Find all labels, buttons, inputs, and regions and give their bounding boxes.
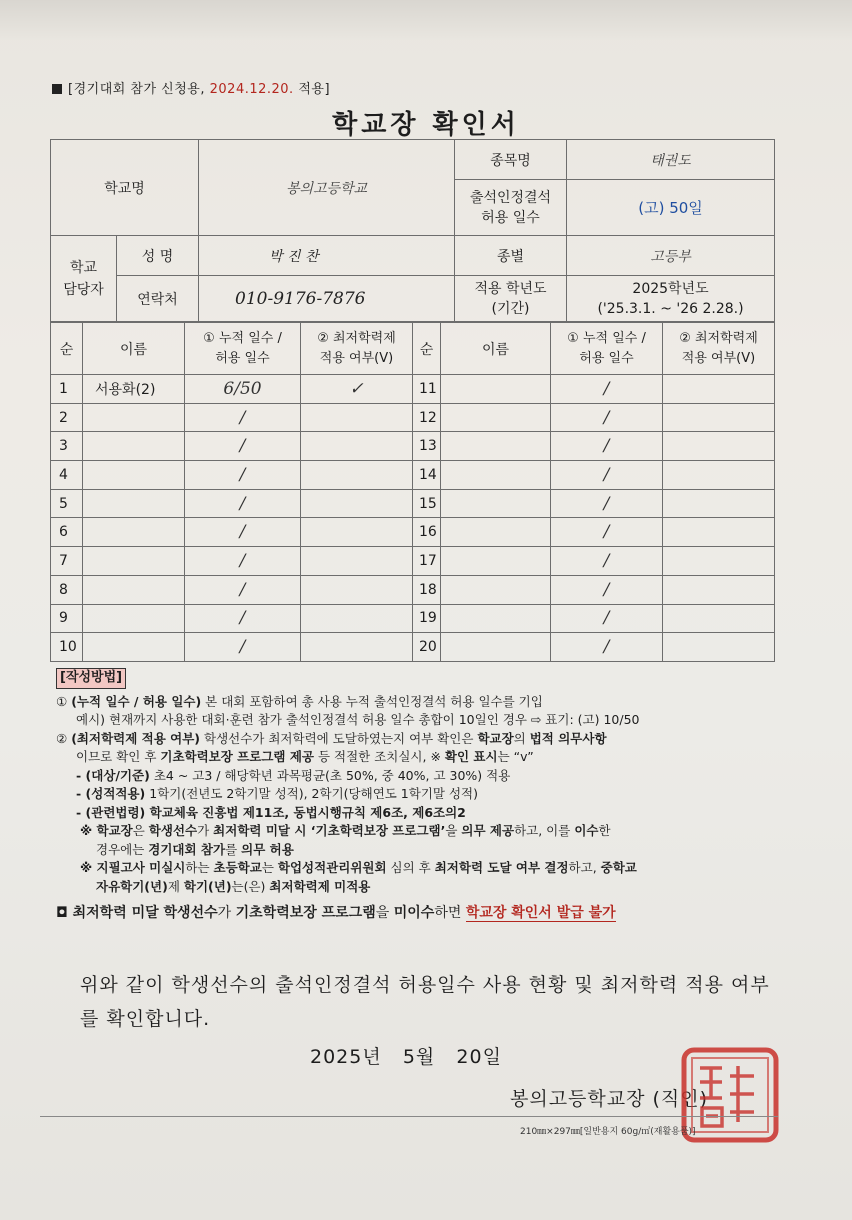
table-row bbox=[51, 403, 775, 432]
row-days: / bbox=[185, 403, 301, 432]
row-min: ✓ bbox=[301, 375, 413, 404]
year-label: 적용 학년도 (기간) bbox=[455, 276, 567, 322]
row-no-right: 14 bbox=[413, 461, 441, 490]
row-min bbox=[301, 518, 413, 547]
row-days-right: / bbox=[551, 403, 663, 432]
row-name: 서용화(2) bbox=[83, 375, 185, 404]
row-min bbox=[301, 547, 413, 576]
warning-red: 학교장 확인서 발급 불가 bbox=[465, 905, 616, 921]
table-row bbox=[51, 489, 775, 518]
row-no-right: 12 bbox=[413, 403, 441, 432]
name-value: 박 진 찬 bbox=[199, 236, 455, 276]
row-min-right bbox=[663, 489, 775, 518]
row-days: / bbox=[185, 633, 301, 662]
row-name-right bbox=[441, 375, 551, 404]
row-days: / bbox=[185, 547, 301, 576]
row-days: / bbox=[185, 575, 301, 604]
warning-line: ◘ 최저학력 미달 학생선수가 기초학력보장 프로그램을 미이수하면 학교장 확인서 발급 불가 bbox=[56, 905, 616, 921]
row-name bbox=[83, 403, 185, 432]
header-days-right: ① 누적 일수 / 허용 일수 bbox=[551, 323, 663, 375]
row-days-right: / bbox=[551, 633, 663, 662]
signer: 봉의고등학교장 (직인) bbox=[510, 1088, 709, 1110]
school-label: 학교명 bbox=[51, 140, 199, 236]
allow-days-value: (고) 50일 bbox=[567, 180, 775, 236]
row-name bbox=[83, 604, 185, 633]
school-value: 봉의고등학교 bbox=[199, 140, 455, 236]
header-note bbox=[52, 78, 330, 97]
info-table bbox=[50, 139, 775, 322]
row-no-right: 18 bbox=[413, 575, 441, 604]
row-min bbox=[301, 575, 413, 604]
row-min-right bbox=[663, 575, 775, 604]
header-name: 이름 bbox=[83, 323, 185, 375]
row-name-right bbox=[441, 489, 551, 518]
name-label: 성 명 bbox=[117, 236, 199, 276]
allow-days-label: 출석인정결석 허용 일수 bbox=[455, 180, 567, 236]
row-min bbox=[301, 489, 413, 518]
row-name-right bbox=[441, 461, 551, 490]
note-2: ② (최저학력제 적용 여부) 학생선수가 최저학력에 도달하였는지 여부 확인은 학교장의 법적 의무사항 bbox=[56, 730, 607, 746]
row-no: 1 bbox=[51, 375, 83, 404]
row-days: 6/50 bbox=[185, 375, 301, 404]
header-note-date: 2024.12.20. bbox=[209, 82, 294, 97]
row-name-right bbox=[441, 403, 551, 432]
row-min-right bbox=[663, 518, 775, 547]
year-value: 2025학년도 bbox=[632, 280, 709, 297]
student-table bbox=[50, 322, 775, 662]
row-min bbox=[301, 432, 413, 461]
row-min-right bbox=[663, 403, 775, 432]
row-min-right bbox=[663, 604, 775, 633]
table-row bbox=[51, 432, 775, 461]
row-days-right: / bbox=[551, 432, 663, 461]
row-no-right: 11 bbox=[413, 375, 441, 404]
row-min bbox=[301, 633, 413, 662]
note-grade: - (성적적용) 1학기(전년도 2학기말 성적), 2학기(당해연도 1학기말 성적) bbox=[76, 786, 478, 801]
row-days: / bbox=[185, 518, 301, 547]
table-row bbox=[51, 604, 775, 633]
row-min-right bbox=[663, 547, 775, 576]
header-min-right: ② 최저학력제 적용 여부(V) bbox=[663, 323, 775, 375]
row-days-right: / bbox=[551, 575, 663, 604]
table-row bbox=[51, 461, 775, 490]
row-name bbox=[83, 432, 185, 461]
confirm-text: 위와 같이 학생선수의 출석인정결석 허용일수 사용 현황 및 최저학력 적용 여부를 확인합니다. bbox=[80, 974, 770, 1030]
staff-label: 학교 담당자 bbox=[51, 236, 117, 322]
row-no-right: 20 bbox=[413, 633, 441, 662]
row-name bbox=[83, 633, 185, 662]
row-no: 10 bbox=[51, 633, 83, 662]
table-row bbox=[51, 575, 775, 604]
row-name bbox=[83, 575, 185, 604]
sport-value: 태권도 bbox=[567, 140, 775, 180]
year-cell bbox=[567, 276, 775, 322]
row-no: 4 bbox=[51, 461, 83, 490]
row-min-right bbox=[663, 432, 775, 461]
square-bullet-icon bbox=[52, 84, 62, 94]
category-value: 고등부 bbox=[567, 236, 775, 276]
row-no: 7 bbox=[51, 547, 83, 576]
header-days: ① 누적 일수 / 허용 일수 bbox=[185, 323, 301, 375]
table-row bbox=[51, 518, 775, 547]
note-1-example: 예시) 현재까지 사용한 대회·훈련 참가 출석인정결석 허용 일수 총합이 10일인 경우 ⇨ 표기: (고) 10/50 bbox=[76, 712, 640, 727]
row-min-right bbox=[663, 633, 775, 662]
row-days-right: / bbox=[551, 489, 663, 518]
row-no: 8 bbox=[51, 575, 83, 604]
row-no-right: 16 bbox=[413, 518, 441, 547]
row-no: 5 bbox=[51, 489, 83, 518]
row-days: / bbox=[185, 489, 301, 518]
row-min-right bbox=[663, 375, 775, 404]
note-star-1: ※ 학교장은 학생선수가 최저학력 미달 시 ‘기초학력보장 프로그램’을 의무 제공하고, 이를 이수한 bbox=[80, 823, 611, 838]
row-no-right: 17 bbox=[413, 547, 441, 576]
page-title: 학교장 확인서 bbox=[332, 110, 520, 140]
row-name bbox=[83, 489, 185, 518]
period-value: ('25.3.1. ~ '26 2.28.) bbox=[597, 300, 744, 317]
top-shadow bbox=[0, 0, 852, 40]
note-target: - (대상/기준) 초4 ~ 고3 / 해당학년 과목평균(초 50%, 중 40%, 고 30%) 적용 bbox=[76, 767, 511, 783]
row-name bbox=[83, 461, 185, 490]
header-min: ② 최저학력제 적용 여부(V) bbox=[301, 323, 413, 375]
issue-date: 2025년 5월 20일 bbox=[310, 1046, 502, 1068]
row-days: / bbox=[185, 461, 301, 490]
row-days-right: / bbox=[551, 518, 663, 547]
row-no-right: 13 bbox=[413, 432, 441, 461]
note-star-2-line2: 자유학기(년)제 학기(년)는(은) 최저학력제 미적용 bbox=[96, 878, 371, 894]
row-days: / bbox=[185, 604, 301, 633]
table-row bbox=[51, 375, 775, 404]
row-name bbox=[83, 547, 185, 576]
row-name bbox=[83, 518, 185, 547]
row-min bbox=[301, 461, 413, 490]
row-days-right: / bbox=[551, 375, 663, 404]
row-min bbox=[301, 403, 413, 432]
note-1: ① (누적 일수 / 허용 일수) 본 대회 포함하여 총 사용 누적 출석인정결석 허용 일수를 기입 bbox=[56, 693, 543, 709]
note-law: - (관련법령) 학교체육 진흥법 제11조, 동법시행규칙 제6조, 제6조의2 bbox=[76, 804, 466, 820]
footer-divider bbox=[40, 1116, 778, 1117]
row-days: / bbox=[185, 432, 301, 461]
row-no: 6 bbox=[51, 518, 83, 547]
row-no-right: 15 bbox=[413, 489, 441, 518]
row-name-right bbox=[441, 518, 551, 547]
row-no: 9 bbox=[51, 604, 83, 633]
row-name-right bbox=[441, 604, 551, 633]
row-name-right bbox=[441, 575, 551, 604]
header-note-suffix: 적용] bbox=[293, 82, 331, 97]
phone-label: 연락처 bbox=[117, 276, 199, 322]
paper-spec: 210㎜×297㎜[일반용지 60g/㎡(재활용품)] bbox=[520, 1127, 696, 1137]
sport-label: 종목명 bbox=[455, 140, 567, 180]
row-name-right bbox=[441, 633, 551, 662]
phone-value: 010-9176-7876 bbox=[199, 276, 455, 322]
table-row bbox=[51, 547, 775, 576]
header-note-prefix: [경기대회 참가 신청용, bbox=[68, 82, 210, 97]
row-no-right: 19 bbox=[413, 604, 441, 633]
row-name-right bbox=[441, 547, 551, 576]
table-row bbox=[51, 633, 775, 662]
row-no: 3 bbox=[51, 432, 83, 461]
row-min bbox=[301, 604, 413, 633]
header-no: 순 bbox=[51, 323, 83, 375]
note-star-2: ※ 지필고사 미실시하는 초등학교는 학업성적관리위원회 심의 후 최저학력 도달 여부 결정하고, 중학교 bbox=[80, 860, 637, 875]
header-name-right: 이름 bbox=[441, 323, 551, 375]
row-no: 2 bbox=[51, 403, 83, 432]
row-days-right: / bbox=[551, 547, 663, 576]
header-no-right: 순 bbox=[413, 323, 441, 375]
notes-heading: [작성방법] bbox=[56, 668, 126, 689]
note-star-1-line2: 경우에는 경기대회 참가를 의무 허용 bbox=[96, 841, 294, 857]
row-name-right bbox=[441, 432, 551, 461]
category-label: 종별 bbox=[455, 236, 567, 276]
row-days-right: / bbox=[551, 604, 663, 633]
row-min-right bbox=[663, 461, 775, 490]
row-days-right: / bbox=[551, 461, 663, 490]
notes-section bbox=[56, 668, 786, 923]
note-2-line2: 이므로 확인 후 기초학력보장 프로그램 제공 등 적절한 조치실시, ※ 확인 표시는 “v” bbox=[76, 749, 534, 764]
